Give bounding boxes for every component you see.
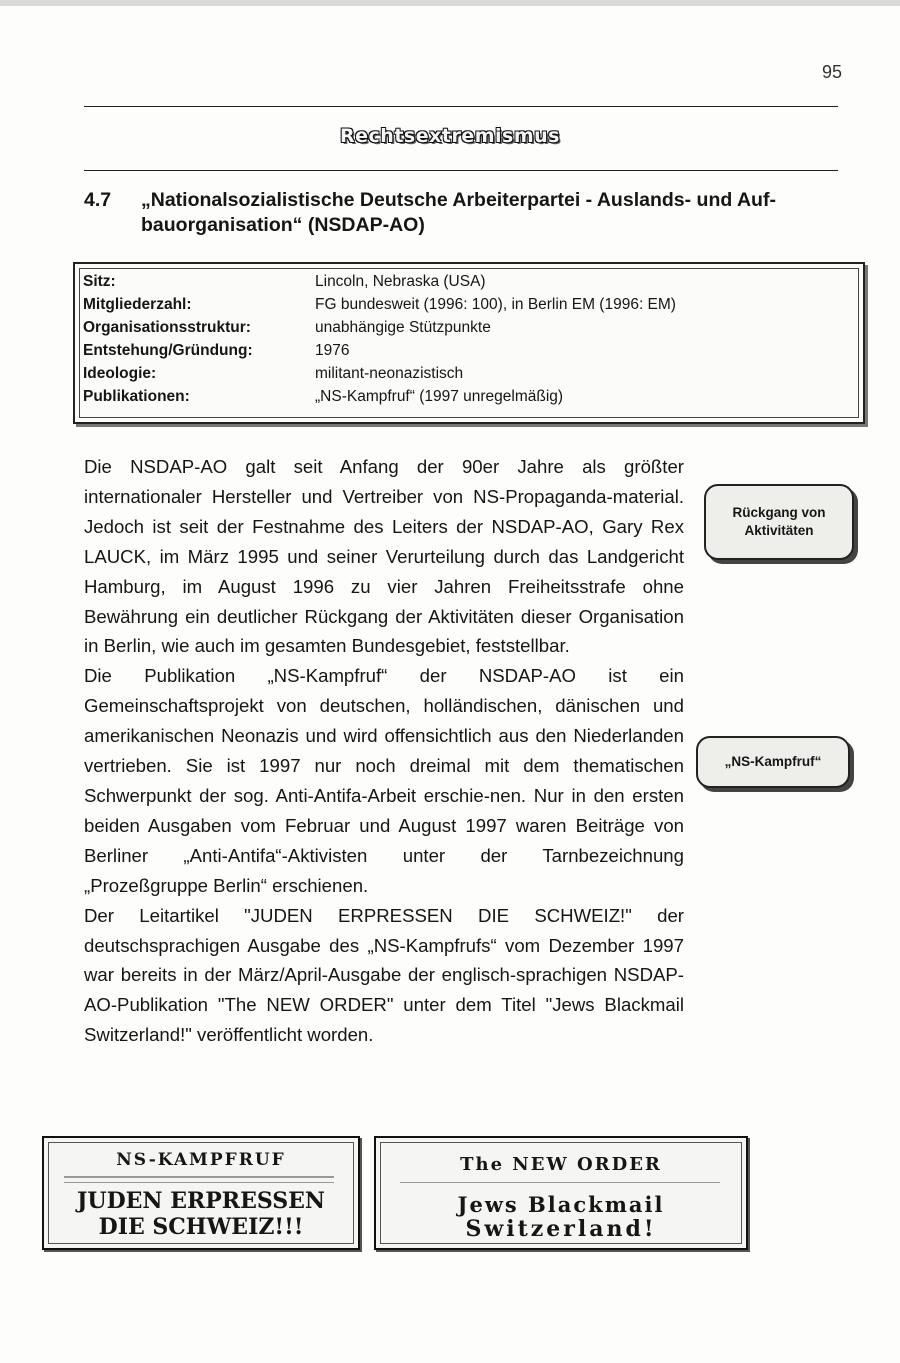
info-label: Entstehung/Gründung: [83,342,253,359]
section-heading: Rechtsextremismus [340,125,560,147]
body-text [84,452,684,1050]
chapter-title-line-1: „Nationalsozialistische Deutsche Arbeiterpartei - Auslands- und Auf- [141,189,776,211]
info-label: Organisationsstruktur: [83,319,251,336]
margin-note-kampfruf [696,736,850,788]
paragraph: Die Publikation „NS-Kampfruf“ der NSDAP-AO ist ein Gemeinschaftsprojekt von deutschen, holländischen, dänischen und amerikanischen Neonazis und wird offensichtlich aus den Niederlanden vertrieben. Sie ist 1997 nur noch dreimal mit dem thematischen Schwerpunkt der sog. Anti-Antifa-Arbeit erschie-nen. Nur in den ersten beiden Ausgaben vom Februar und August 1997 waren Beiträge von Berliner „Anti-Antifa“-Aktivisten unter der Tarnbezeichnung „Prozeßgruppe Berlin“ erschienen. [84,665,684,896]
margin-note-rueckgang [704,484,854,560]
clipping-new-order [374,1136,748,1250]
info-label: Ideologie: [83,365,157,382]
clipping-headline-2: Switzerland! [465,1216,657,1242]
clipping-headline-2: DIE SCHWEIZ!!! [98,1214,304,1240]
clipping-fine-print [400,1182,720,1183]
clipping-masthead: NS-KAMPFRUF [116,1150,286,1170]
info-value: 1976 [315,342,350,359]
info-value: FG bundesweit (1996: 100), in Berlin EM (1996: EM) [315,296,676,313]
chapter-title [141,188,841,238]
info-value: unabhängige Stützpunkte [315,319,491,336]
margin-note-line: „NS-Kampfruf“ [724,754,822,769]
margin-note-line: Rückgang von [732,505,826,520]
clipping-ns-kampfruf [42,1136,360,1250]
info-label: Mitgliederzahl: [83,296,192,313]
info-box [73,262,865,424]
paragraph: Die NSDAP-AO galt seit Anfang der 90er Jahre als größter internationaler Hersteller und Vertreiber von NS-Propaganda-material. Jedoch ist seit der Festnahme des Leiters der NSDAP-AO, Gary Rex LAUCK, im März 1995 und seiner Verurteilung durch das Landgericht Hamburg, im August 1996 zu vier Jahren Freiheitsstrafe ohne Bewährung ein deutlicher Rückgang der Aktivitäten dieser Organisation in Berlin, wie auch im gesamten Bundesgebiet, feststellbar. [84,456,684,657]
chapter-number: 4.7 [84,189,112,211]
chapter-title-line-2: bauorganisation“ (NSDAP-AO) [141,214,425,236]
page-number: 95 [822,62,843,82]
info-value: Lincoln, Nebraska (USA) [315,273,486,290]
header-bottom-rule [84,170,838,171]
info-label: Sitz: [83,273,116,290]
clipping-fine-print [64,1176,334,1178]
clipping-masthead: The NEW ORDER [460,1154,662,1175]
clipping-headline-1: JUDEN ERPRESSEN [76,1188,326,1214]
header-top-rule [84,106,838,107]
paragraph: Der Leitartikel "JUDEN ERPRESSEN DIE SCHWEIZ!" der deutschsprachigen Ausgabe des „NS-Kampfrufs“ vom Dezember 1997 war bereits in der März/April-Ausgabe der englisch-sprachigen NSDAP-AO-Publikation "The NEW ORDER" unter dem Titel "Jews Blackmail Switzerland!" veröffentlicht worden. [84,904,684,1046]
scan-top-edge [0,0,900,6]
clipping-fine-print [64,1182,334,1183]
info-value: „NS-Kampfruf“ (1997 unregelmäßig) [315,388,564,405]
info-value: militant-neonazistisch [315,365,464,382]
info-label: Publikationen: [83,388,190,405]
clipping-headline-1: Jews Blackmail [457,1192,665,1217]
margin-note-line: Aktivitäten [744,523,814,538]
